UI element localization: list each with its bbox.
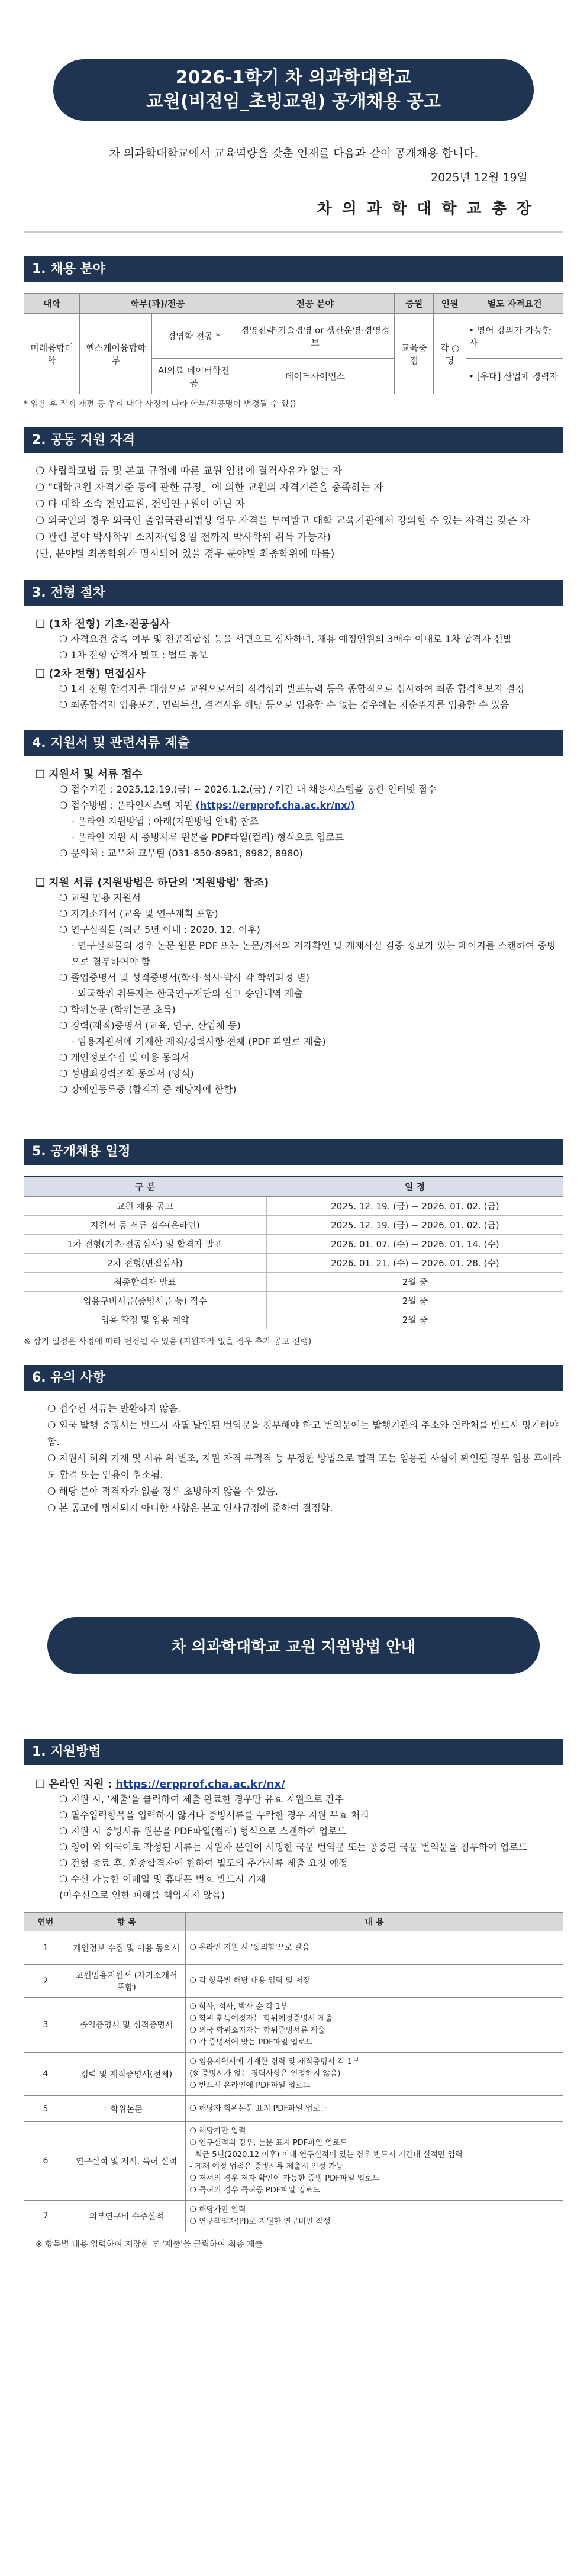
th-college: 대학 [24, 294, 80, 314]
cell-item: 개인정보 수집 및 이용 동의서 [67, 1931, 185, 1965]
th-item: 항 목 [67, 1913, 185, 1931]
cell-content: ❍ 온라인 지원 시 '동의함'으로 갈음 [186, 1931, 563, 1965]
cell-category: 임용구비서류(증빙서류 등) 접수 [24, 1292, 266, 1310]
list-item: ❍ 자격요건 충족 여부 및 전공적합성 등을 서면으로 심사하며, 채용 예정인원의 3배수 이내로 1차 합격자 선발 [59, 633, 512, 645]
cell-content: ❍ 해당자 학위논문 표지 PDF파일 업로드 [186, 2096, 563, 2122]
guide-table [24, 1912, 563, 2232]
section-1-heading: 1. 채용 분야 [24, 256, 563, 282]
stage-2-heading: ❑ (2차 전형) 면접심사 [36, 668, 146, 680]
section-1-note: * 임용 후 직제 개편 등 우리 대학 사정에 따라 학부/전공명이 변경될 수 있음 [24, 400, 297, 409]
cell-category: 2차 전형(면접심사) [24, 1254, 266, 1273]
table-row [24, 1273, 563, 1292]
section-5-heading: 5. 공개채용 일정 [24, 1139, 563, 1165]
list-item: ❍ 타 대학 소속 전임교원, 전임연구원이 아닌 자 [36, 498, 246, 510]
cell-item: 연구실적 및 저서, 특허 실적 [67, 2122, 185, 2201]
list-item: ❍ 수신 가능한 이메일 및 휴대폰 번호 반드시 기재 [59, 1873, 266, 1885]
list-item: ❍ 장애인등록증 (합격자 중 해당자에 한함) [59, 1084, 237, 1095]
table-row [24, 1931, 563, 1965]
page [0, 59, 587, 2250]
title-line-1: 2026-1학기 차 의과학대학교 [175, 67, 412, 88]
guide-list [24, 1791, 563, 1903]
list-item: ❍ 전형 종료 후, 최종합격자에 한하여 별도의 추가서류 제출 요청 예정 [59, 1857, 348, 1869]
cell-item: 졸업증명서 및 성적증명서 [67, 1998, 185, 2053]
recruit-field-table [24, 293, 563, 394]
schedule-table [24, 1176, 563, 1329]
cell-schedule: 2026. 01. 07. (수) ~ 2026. 01. 14. (수) [266, 1235, 563, 1254]
list-item: ❍ 1차 전형 합격자를 대상으로 교원으로서의 적격성과 발표능력 등을 종합적으로 심사하여 최종 합격후보자 결정 [59, 683, 525, 694]
th-dept: 학부(과)/전공 [80, 294, 236, 314]
cell-no: 3 [24, 1998, 67, 2053]
cell-category: 교원 채용 공고 [24, 1197, 266, 1216]
list-item: ❍ 외국 발행 증명서는 반드시 자필 날인된 번역문을 첨부해야 하고 번역문에는 발행기관의 주소와 연락처를 반드시 명기해야 함. [47, 1419, 559, 1447]
apply-link[interactable]: (https://erpprof.cha.ac.kr/nx/) [195, 800, 355, 811]
documents-list [24, 890, 563, 1097]
section-3-heading: 3. 전형 절차 [24, 580, 563, 606]
documents-heading: ❑ 지원 서류 (지원방법은 하단의 '지원방법' 참조) [36, 877, 269, 889]
list-item: ❍ 접수된 서류는 반환하지 않음. [47, 1403, 181, 1414]
cell-content: ❍ 각 항목별 해당 내용 입력 및 저장 [186, 1965, 563, 1998]
list-item: ❍ 연구실적물 (최근 5년 이내 : 2020. 12. 이후) [59, 924, 260, 935]
th-schedule: 일 정 [266, 1176, 563, 1197]
list-item: - 임용지원서에 기재한 재직/경력사항 전체 (PDF 파일로 제출) [71, 1036, 326, 1047]
th-increase: 증원 [395, 294, 434, 314]
cell-req-1: • 영어 강의가 가능한 자 [466, 314, 563, 359]
list-item: (미수신으로 인한 피해를 책임지지 않음) [59, 1889, 225, 1901]
notice-list [24, 1400, 563, 1516]
th-no: 연번 [24, 1913, 67, 1931]
list-item: ❍ 지원서 허위 기재 및 서류 위·변조, 지원 자격 부적격 등 부정한 방법으로 합격 또는 임용된 사실이 확인된 경우 임용 후에라도 합격 또는 임용이 취소됨. [47, 1453, 562, 1480]
table-row [24, 1216, 563, 1235]
cell-increase: 교육중점 [395, 314, 434, 394]
list-item: ❍ 사립학교법 등 및 본교 규정에 따른 교원 임용에 결격사유가 없는 자 [36, 465, 343, 477]
cell-item: 경력 및 재직증명서(전체) [67, 2053, 185, 2096]
list-item: (단, 분야별 최종학위가 명시되어 있을 경우 분야별 최종학위에 따름) [36, 548, 335, 560]
th-content: 내 용 [186, 1913, 563, 1931]
cell-item: 교원임용지원서 (자기소개서 포함) [67, 1965, 185, 1998]
cell-content: ❍ 임용지원서에 기재한 경력 및 재직증명서 각 1부 (※ 증명서가 없는 경력사항은 인정하지 않음) ❍ 반드시 온라인에 PDF파일 업로드 [186, 2053, 563, 2096]
th-category: 구 분 [24, 1176, 266, 1197]
cell-category: 임용 확정 및 임용 계약 [24, 1310, 266, 1329]
announce-date: 2025년 12월 19일 [431, 171, 528, 184]
cell-no: 1 [24, 1931, 67, 1965]
cell-no: 4 [24, 2053, 67, 2096]
stage-2-list [24, 681, 563, 713]
list-item: ❍ 자기소개서 (교육 및 연구계획 포함) [59, 908, 218, 919]
cell-college: 미래융합대학 [24, 314, 80, 394]
list-item: - 외국학위 취득자는 한국연구재단의 신고 승인내역 제출 [71, 988, 303, 999]
cell-major-2: AI의료 데이터학전공 [152, 359, 236, 394]
cell-schedule: 2025. 12. 19. (금) ~ 2026. 01. 02. (금) [266, 1216, 563, 1235]
submission-heading: ❑ 지원서 및 서류 접수 [36, 768, 143, 781]
cell-schedule: 2월 중 [266, 1310, 563, 1329]
table-row [24, 1197, 563, 1216]
list-item: ❍ 지원 시 증빙서류 원본을 PDF파일(컬러) 형식으로 스캔하여 업로드 [59, 1825, 347, 1837]
list-item: ❍ 학위논문 (학위논문 초록) [59, 1004, 176, 1015]
signer: 차 의 과 학 대 학 교 총 장 [317, 200, 534, 218]
section-6-heading: 6. 유의 사항 [24, 1365, 563, 1391]
list-item: ❍ 외국인의 경우 외국인 출입국관리법상 업무 자격을 부여받고 대학 교육기관에서 강의할 수 있는 자격을 갖춘 자 [36, 515, 530, 527]
section-2-heading: 2. 공동 지원 자격 [24, 427, 563, 453]
cell-major-1: 경영학 전공 * [152, 314, 236, 359]
cell-item: 학위논문 [67, 2096, 185, 2122]
list-item: ❍ 영어 외 외국어로 작성된 서류는 지원자 본인이 서명한 국문 번역문 또는 공증된 국문 번역문을 첨부하여 업로드 [59, 1841, 528, 1853]
cell-no: 6 [24, 2122, 67, 2201]
online-label: ❑ 온라인 지원 : [36, 1778, 116, 1791]
qualification-list [24, 463, 563, 562]
table-row [24, 1998, 563, 2053]
cell-schedule: 2월 중 [266, 1292, 563, 1310]
list-item: ❍ 성범죄경력조회 동의서 (양식) [59, 1068, 194, 1079]
list-item: ❍ 교원 임용 지원서 [59, 892, 141, 903]
list-item: ❍ “대학교원 자격기준 등에 관한 규정」에 의한 교원의 자격기준을 충족하는 자 [36, 482, 383, 494]
cell-no: 5 [24, 2096, 67, 2122]
cell-dept: 헬스케어융합학부 [80, 314, 152, 394]
th-count: 인원 [434, 294, 466, 314]
cell-category: 최종합격자 발표 [24, 1273, 266, 1292]
online-link[interactable]: https://erpprof.cha.ac.kr/nx/ [115, 1778, 285, 1791]
list-item: ❍ 1차 전형 합격자 발표 : 별도 통보 [59, 649, 208, 661]
list-item: ❍ 문의처 : 교무처 교무팀 (031-850-8981, 8982, 8980) [59, 848, 303, 859]
table-row [24, 1254, 563, 1273]
intro-text: 차 의과학대학교에서 교육역량을 갖춘 인재를 다음과 같이 공개채용 합니다. [109, 147, 478, 160]
online-apply [24, 1776, 563, 1791]
table-row [24, 2053, 563, 2096]
guide-banner: 차 의과학대학교 교원 지원방법 안내 [47, 1617, 540, 1674]
cell-count: 각 ○명 [434, 314, 466, 394]
table-row [24, 1292, 563, 1310]
cell-schedule: 2026. 01. 21. (수) ~ 2026. 01. 28. (수) [266, 1254, 563, 1273]
list-item: ❍ 최종합격자 임용포기, 연락두절, 결격사유 해당 등으로 임용할 수 없는 경우에는 차순위자를 임용할 수 있음 [59, 699, 509, 710]
schedule-note: ※ 상기 일정은 사정에 따라 변경될 수 있음 (지원자가 없을 경우 추가 공고 진행) [24, 1337, 312, 1347]
th-field: 전공 분야 [236, 294, 395, 314]
cell-content: ❍ 해당자만 입력 ❍ 연구실적의 경우, 논문 표지 PDF파일 업로드 - 최근 5년(2020.12 이후) 이내 연구실적이 있는 경우 반드시 기간내 실적만 입력 - 게재 예정 업적은 증빙서류 제출시 인정 가능 ❍ 저서의 경우 저자 확인이 가능한 증빙 PDF파일 업로드 ❍ 특허의 경우 특허증 PDF파일 업로드 [186, 2122, 563, 2201]
cell-item: 외부연구비 수주실적 [67, 2201, 185, 2232]
cell-schedule: 2월 중 [266, 1273, 563, 1292]
table-row [24, 1310, 563, 1329]
list-item: ❍ 관련 분야 박사학위 소지자(임용일 전까지 박사학위 취득 가능자) [36, 532, 331, 543]
section-4-heading: 4. 지원서 및 관련서류 제출 [24, 730, 563, 756]
stage-1-heading: ❑ (1차 전형) 기초·전공심사 [36, 618, 170, 630]
table-row [24, 2201, 563, 2232]
list-item [59, 797, 563, 813]
list-item: ❍ 해당 분야 적격자가 없을 경우 초빙하지 않을 수 있음. [47, 1486, 278, 1497]
list-item: - 연구실적물의 경우 논문 원문 PDF 또는 논문/저서의 저자확인 및 게재사실 검증 정보가 있는 페이지를 스캔하여 증빙으로 첨부하여야 함 [71, 940, 556, 967]
cell-req-2: • [우대] 산업체 경력자 [466, 359, 563, 394]
guide-heading: 1. 지원방법 [24, 1739, 563, 1765]
cell-no: 7 [24, 2201, 67, 2232]
table-row [24, 1965, 563, 1998]
list-item: - 온라인 지원방법 : 아래(지원방법 안내) 참조 [71, 816, 259, 827]
cell-field-1: 경영전략·기술경영 or 생산운영·경영정보 [236, 314, 395, 359]
list-item: ❍ 접수기간 : 2025.12.19.(금) ~ 2026.1.2.(금) / 기간 내 채용시스템을 통한 인터넷 접수 [59, 784, 437, 795]
stage-1-list [24, 631, 563, 663]
submission-method: ❍ 접수방법 : 온라인시스템 지원 [59, 800, 196, 811]
cell-schedule: 2025. 12. 19. (금) ~ 2026. 01. 02. (금) [266, 1197, 563, 1216]
list-item: ❍ 지원 시, '제출'을 클릭하여 제출 완료한 경우만 유효 지원으로 간주 [59, 1793, 344, 1805]
cell-content: ❍ 학사, 석사, 박사 순 각 1부 ❍ 학위 취득예정자는 학위예정증명서 제출 ❍ 외국 학위소지자는 학위증빙서류 제출 ❍ 각 증명서에 맞는 PDF파일 업로드 [186, 1998, 563, 2053]
list-item: ❍ 졸업증명서 및 성적증명서(학사·석사·박사 각 학위과정 별) [59, 972, 310, 983]
table-row [24, 1235, 563, 1254]
table-row [24, 2122, 563, 2201]
list-item: ❍ 본 공고에 명시되지 아니한 사항은 본교 인사규정에 준하여 결정함. [47, 1502, 333, 1514]
list-item: - 온라인 지원 시 증빙서류 원본을 PDF파일(컬러) 형식으로 업로드 [71, 832, 344, 843]
list-item: ❍ 필수입력항목을 입력하지 않거나 증빙서류를 누락한 경우 지원 무효 처리 [59, 1809, 369, 1821]
cell-category: 1차 전형(기초·전공심사) 및 합격자 발표 [24, 1235, 266, 1254]
list-item: ❍ 경력(재직)증명서 (교육, 연구, 산업체 등) [59, 1020, 241, 1031]
title-line-2: 교원(비전임_초빙교원) 공개채용 공고 [146, 91, 441, 112]
cell-no: 2 [24, 1965, 67, 1998]
divider [24, 231, 563, 233]
th-requirements: 별도 자격요건 [466, 294, 563, 314]
cell-content: ❍ 해당자만 입력 ❍ 연구책임자(PI)로 지원한 연구비만 작성 [186, 2201, 563, 2232]
guide-footer-note: ※ 항목별 내용 입력하여 저장한 후 '제출'을 클릭하여 최종 제출 [36, 2240, 263, 2249]
cell-category: 지원서 등 서류 접수(온라인) [24, 1216, 266, 1235]
cell-field-2: 데이터사이언스 [236, 359, 395, 394]
submission-list [24, 781, 563, 861]
list-item: ❍ 개인정보수집 및 이용 동의서 [59, 1052, 190, 1063]
table-row [24, 2096, 563, 2122]
title-banner [53, 59, 534, 121]
